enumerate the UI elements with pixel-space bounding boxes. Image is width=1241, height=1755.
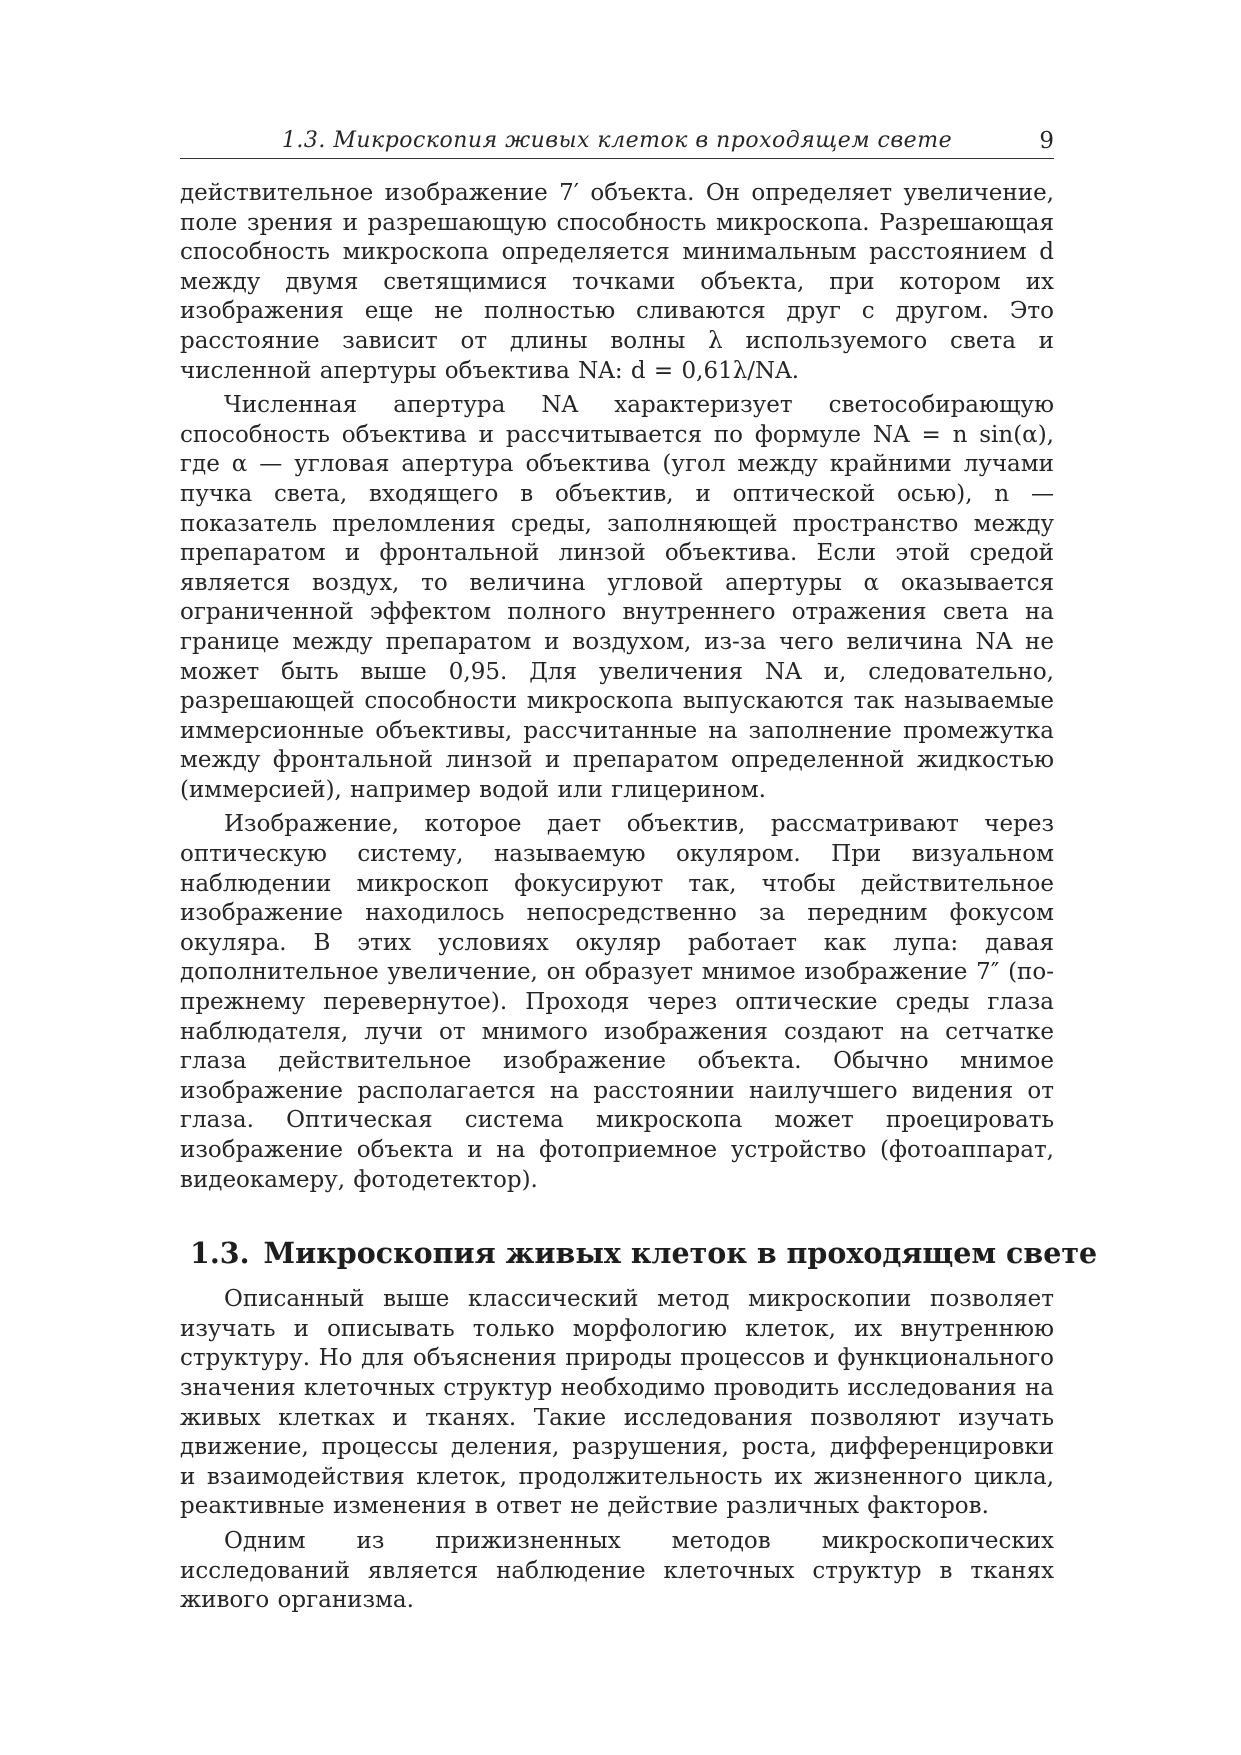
body-text [180,179,1098,1616]
section-title: Микроскопия живых клеток в проходящем свете [263,1236,1098,1271]
running-head [180,124,1054,159]
paragraph-numerical-aperture: Численная апертура NA характеризует светособирающую способность объектива и рассчитывается по формуле NA = n sin(α), где α — угловая апертура объектива (угол между крайними лучами пучка света, входящего в объектив, и оптической осью), n — показатель преломления среды, заполняющей пространство между препаратом и фронтальной линзой объектива. Если этой средой является воздух, то величина угловой апертуры α оказывается ограниченной эффектом полного внутреннего отражения света на границе между препаратом и воздухом, из-за чего величина NA не может быть выше 0,95. Для увеличения NA и, следовательно, разрешающей способности микроскопа выпускаются так называемые иммерсионные объективы, рассчитанные на заполнение промежутка между фронтальной линзой и препаратом определенной жидкостью (иммерсией), например водой или глицерином. [180,392,1054,803]
paragraph-intravital-methods: Одним из прижизненных методов микроскопических исследований является наблюдение клеточных структур в тканях живого организма. [180,1527,1054,1614]
section-number: 1.3. [190,1236,250,1271]
paragraph-continued: действительное изображение 7′ объекта. Он определяет увеличение, поле зрения и разрешающую способность микроскопа. Разрешающая способность микроскопа определяется минимальным расстоянием d между двумя светящимися точками объекта, при котором их изображения еще не полностью сливаются друг с другом. Это расстояние зависит от длины волны λ используемого света и численной апертуры объектива NA: d = 0,61λ/NA. [180,180,1054,384]
page-number: 9 [1039,128,1054,154]
page [180,124,1098,1616]
section-heading [190,1235,1098,1271]
paragraph-eyepiece: Изображение, которое дает объектив, рассматривают через оптическую систему, называемую окуляром. При визуальном наблюдении микроскоп фокусируют так, чтобы действительное изображение находилось непосредственно за передним фокусом окуляра. В этих условиях окуляр работает как лупа: давая дополнительное увеличение, он образует мнимое изображение 7″ (по-прежнему перевернутое). Проходя через оптические среды глаза наблюдателя, лучи от мнимого изображения создают на сетчатке глаза действительное изображение объекта. Обычно мнимое изображение располагается на расстоянии наилучшего видения от глаза. Оптическая система микроскопа может проецировать изображение объекта и на фотоприемное устройство (фотоаппарат, видеокамеру, фотодетектор). [180,811,1054,1193]
paragraph-living-cells: Описанный выше классический метод микроскопии позволяет изучать и описывать только морфологию клеток, их внутреннюю структуру. Но для объяснения природы процессов и функционального значения клеточных структур необходимо проводить исследования на живых клетках и тканях. Такие исследования позволяют изучать движение, процессы деления, разрушения, роста, дифференцировки и взаимодействия клеток, продолжительность их жизненного цикла, реактивные изменения в ответ не действие различных факторов. [180,1286,1054,1520]
running-title: 1.3. Микроскопия живых клеток в проходящем свете [281,128,953,153]
